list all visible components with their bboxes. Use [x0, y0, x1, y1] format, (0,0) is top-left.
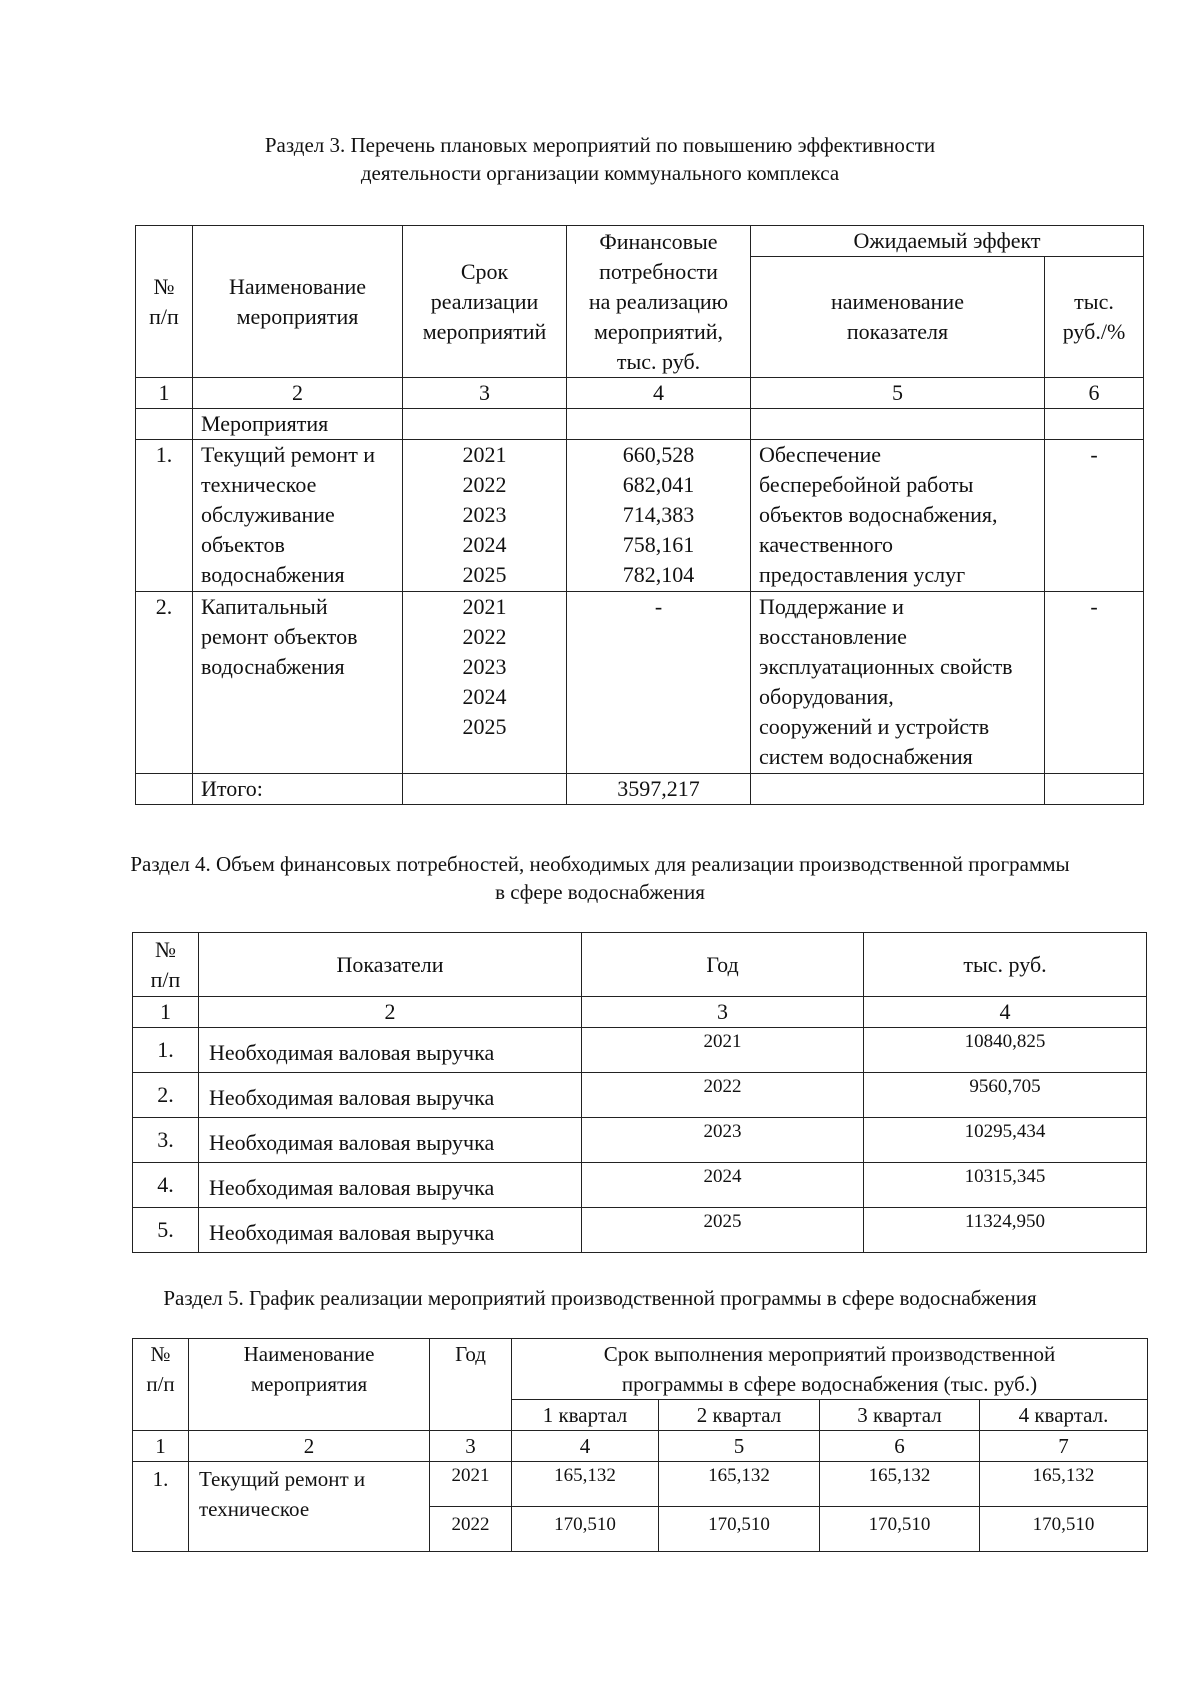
header-name: Наименование мероприятия [189, 1339, 430, 1431]
total-value: 3597,217 [567, 774, 751, 805]
col-number: 6 [820, 1431, 980, 1462]
section5-table [132, 1338, 1148, 1552]
header-indicator: Показатели [199, 933, 582, 997]
header-effect: Ожидаемый эффект [751, 226, 1144, 257]
header-num: № п/п [133, 933, 199, 997]
header-term: Срок реализации мероприятий [403, 226, 567, 378]
section3-title [0, 131, 1200, 187]
total-label: Итого: [193, 774, 403, 805]
quarter-value: 170,510 [659, 1507, 820, 1552]
row-number: 4. [133, 1163, 199, 1208]
table-row [133, 1462, 1148, 1507]
amount-cell: 11324,950 [864, 1208, 1147, 1253]
effect-description: Обеспечение бесперебойной работы объектов водоснабжения, качественного предоставления услуг [751, 440, 1045, 592]
header-finance: Финансовые потребности на реализацию мероприятий, тыс. руб. [567, 226, 751, 378]
table-row [133, 1073, 1147, 1118]
year-cell: 2021 [430, 1462, 512, 1507]
amount-cell: 10315,345 [864, 1163, 1147, 1208]
indicator-cell: Необходимая валовая выручка [199, 1028, 582, 1073]
header-num: № п/п [133, 1339, 189, 1431]
col-number: 2 [193, 378, 403, 409]
row-number: 1. [133, 1028, 199, 1073]
quarter-value: 165,132 [659, 1462, 820, 1507]
years-list: 2021 2022 2023 2024 2025 [403, 440, 567, 592]
col-number: 4 [512, 1431, 659, 1462]
measure-name: Текущий ремонт и техническое обслуживание объектов водоснабжения [193, 440, 403, 592]
col-number: 4 [567, 378, 751, 409]
col-number: 3 [582, 997, 864, 1028]
indicator-cell: Необходимая валовая выручка [199, 1163, 582, 1208]
header-quarter-4: 4 квартал. [980, 1400, 1148, 1431]
amount-cell: 10295,434 [864, 1118, 1147, 1163]
table-row [133, 1028, 1147, 1073]
year-cell: 2022 [430, 1507, 512, 1552]
amount-cell: 9560,705 [864, 1073, 1147, 1118]
total-row [136, 774, 1144, 805]
header-num: № п/п [136, 226, 193, 378]
row-number: 1. [133, 1462, 189, 1552]
col-number: 3 [430, 1431, 512, 1462]
header-quarter-1: 1 квартал [512, 1400, 659, 1431]
measure-name: Капитальный ремонт объектов водоснабжения [193, 592, 403, 774]
table-row [133, 1163, 1147, 1208]
header-amount: тыс. руб. [864, 933, 1147, 997]
effect-unit: - [1045, 440, 1144, 592]
measure-name: Текущий ремонт и техническое [189, 1462, 430, 1552]
header-year: Год [582, 933, 864, 997]
quarter-value: 165,132 [820, 1462, 980, 1507]
years-list: 2021 2022 2023 2024 2025 [403, 592, 567, 774]
col-number: 4 [864, 997, 1147, 1028]
col-number: 3 [403, 378, 567, 409]
effect-unit: - [1045, 592, 1144, 774]
quarter-value: 170,510 [512, 1507, 659, 1552]
col-number: 1 [133, 997, 199, 1028]
indicator-cell: Необходимая валовая выручка [199, 1118, 582, 1163]
quarter-value: 170,510 [820, 1507, 980, 1552]
group-row [136, 409, 1144, 440]
col-number: 2 [189, 1431, 430, 1462]
table-row [133, 1118, 1147, 1163]
header-quarter-2: 2 квартал [659, 1400, 820, 1431]
year-cell: 2025 [582, 1208, 864, 1253]
row-number: 1. [136, 440, 193, 592]
row-number: 5. [133, 1208, 199, 1253]
header-unit: тыс. руб./% [1045, 257, 1144, 378]
section3-title-line: деятельности организации коммунального комплекса [360, 161, 840, 185]
section4-table [132, 932, 1147, 1253]
quarter-value: 165,132 [980, 1462, 1148, 1507]
row-number: 2. [136, 592, 193, 774]
quarter-value: 165,132 [512, 1462, 659, 1507]
quarter-value: 170,510 [980, 1507, 1148, 1552]
col-number: 1 [133, 1431, 189, 1462]
header-quarter-3: 3 квартал [820, 1400, 980, 1431]
finance-value: - [567, 592, 751, 774]
col-number: 7 [980, 1431, 1148, 1462]
effect-description: Поддержание и восстановление эксплуатационных свойств оборудования, сооружений и устройств систем водоснабжения [751, 592, 1045, 774]
section4-title [0, 850, 1200, 906]
column-number-row [133, 997, 1147, 1028]
header-term: Срок выполнения мероприятий производственной программы в сфере водоснабжения (тыс. руб.) [512, 1339, 1148, 1400]
year-cell: 2021 [582, 1028, 864, 1073]
section5-title-line: Раздел 5. График реализации мероприятий производственной программы в сфере водоснабжения [163, 1286, 1037, 1310]
finance-list: 660,528 682,041 714,383 758,161 782,104 [567, 440, 751, 592]
header-name: Наименование мероприятия [193, 226, 403, 378]
table-row [133, 1208, 1147, 1253]
group-label: Мероприятия [193, 409, 403, 440]
section5-title [0, 1284, 1200, 1312]
column-number-row [136, 378, 1144, 409]
col-number: 1 [136, 378, 193, 409]
header-indicator: наименование показателя [751, 257, 1045, 378]
table-row [136, 440, 1144, 592]
column-number-row [133, 1431, 1148, 1462]
col-number: 5 [751, 378, 1045, 409]
row-number: 3. [133, 1118, 199, 1163]
year-cell: 2024 [582, 1163, 864, 1208]
header-year: Год [430, 1339, 512, 1431]
amount-cell: 10840,825 [864, 1028, 1147, 1073]
section4-title-line: в сфере водоснабжения [495, 880, 705, 904]
year-cell: 2023 [582, 1118, 864, 1163]
table-row [136, 592, 1144, 774]
col-number: 2 [199, 997, 582, 1028]
col-number: 5 [659, 1431, 820, 1462]
indicator-cell: Необходимая валовая выручка [199, 1208, 582, 1253]
section4-title-line: Раздел 4. Объем финансовых потребностей, необходимых для реализации производственной программы [130, 852, 1070, 876]
section3-title-line: Раздел 3. Перечень плановых мероприятий по повышению эффективности [264, 133, 936, 157]
col-number: 6 [1045, 378, 1144, 409]
year-cell: 2022 [582, 1073, 864, 1118]
indicator-cell: Необходимая валовая выручка [199, 1073, 582, 1118]
section3-table [135, 225, 1144, 805]
row-number: 2. [133, 1073, 199, 1118]
